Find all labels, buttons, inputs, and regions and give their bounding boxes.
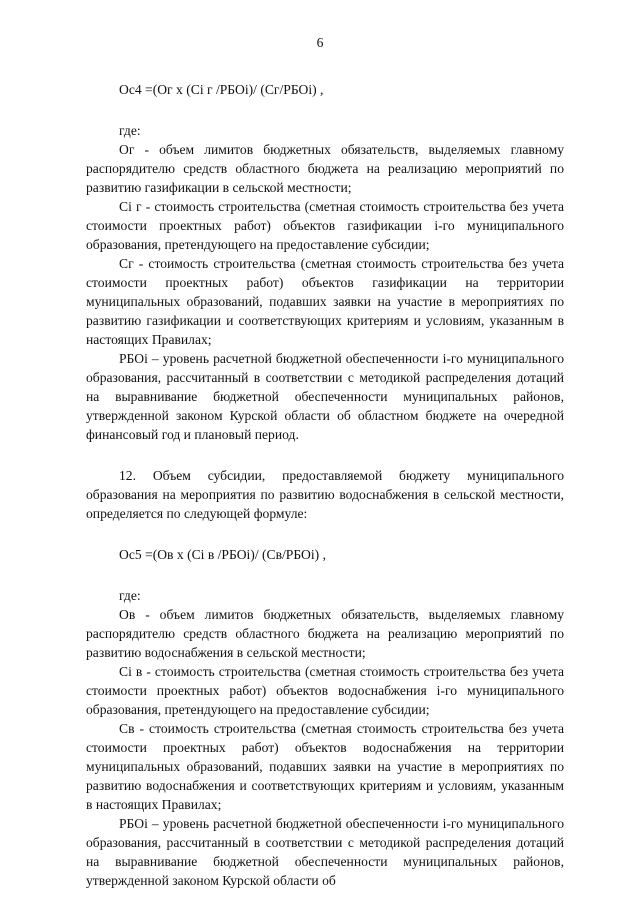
definition-og: Ог - объем лимитов бюджетных обязательств, выделяемых главному распорядителю средств областного бюджета на реализацию мероприятий по развитию газификации в сельской местности; xyxy=(86,142,564,195)
where-label: где: xyxy=(119,588,141,603)
definition-rboi-1: РБОi – уровень расчетной бюджетной обеспеченности i-го муниципального образования, рассчитанный в соответствии с методикой распределения дотаций на выравнивание бюджетной обеспеченности муниципальных районов, утвержденной законом Курской области об областном бюджете на очередной финансовый год и плановый период. xyxy=(86,351,564,442)
definition-ci-g: Сi г - стоимость строительства (сметная стоимость строительства без учета стоимости проектных работ) объектов газификации i-го муниципального образования, претендующего на предоставление субсидии; xyxy=(86,199,564,252)
spacer xyxy=(86,99,564,121)
definition-ov: Ов - объем лимитов бюджетных обязательств, выделяемых главному распорядителю средств областного бюджета на реализацию мероприятий по развитию водоснабжения в сельской местности; xyxy=(86,607,564,660)
page-number: 6 xyxy=(316,35,324,50)
definition-rboi-2: РБОi – уровень расчетной бюджетной обеспеченности i-го муниципального образования, рассчитанный в соответствии с методикой распределения дотаций на выравнивание бюджетной обеспеченности муниципальных районов, утвержденной законом Курской области об xyxy=(86,816,564,888)
definition-ci-v: Сi в - стоимость строительства (сметная стоимость строительства без учета стоимости проектных работ) объектов водоснабжения i-го муниципального образования, претендующего на предоставление субсидии; xyxy=(86,664,564,717)
formula-oc5: Ос5 =(Ов х (Сi в /РБОi)/ (Св/РБОi) , xyxy=(119,547,326,562)
formula-oc4: Ос4 =(Ог х (Сi г /РБОi)/ (Сг/РБОi) , xyxy=(119,82,324,97)
spacer xyxy=(86,564,564,586)
document-body xyxy=(86,80,564,890)
spacer xyxy=(86,444,564,466)
where-label: где: xyxy=(119,123,141,138)
definition-cg: Сг - стоимость строительства (сметная стоимость строительства без учета стоимости проектных работ) объектов газификации на территории муниципальных образований, подавших заявки на участие в мероприятиях по развитию газификации и соответствующих критериям и условиям, указанным в настоящих Правилах; xyxy=(86,256,564,347)
spacer xyxy=(86,523,564,545)
definition-cv: Св - стоимость строительства (сметная стоимость строительства без учета стоимости проектных работ) объектов водоснабжения на территории муниципальных образований, подавших заявки на участие в мероприятиях по развитию водоснабжения и соответствующих критериям и условиям, указанным в настоящих Правилах; xyxy=(86,721,564,812)
clause-12: 12. Объем субсидии, предоставляемой бюджету муниципального образования на мероприятия по развитию водоснабжения в сельской местности, определяется по следующей формуле: xyxy=(86,468,564,521)
